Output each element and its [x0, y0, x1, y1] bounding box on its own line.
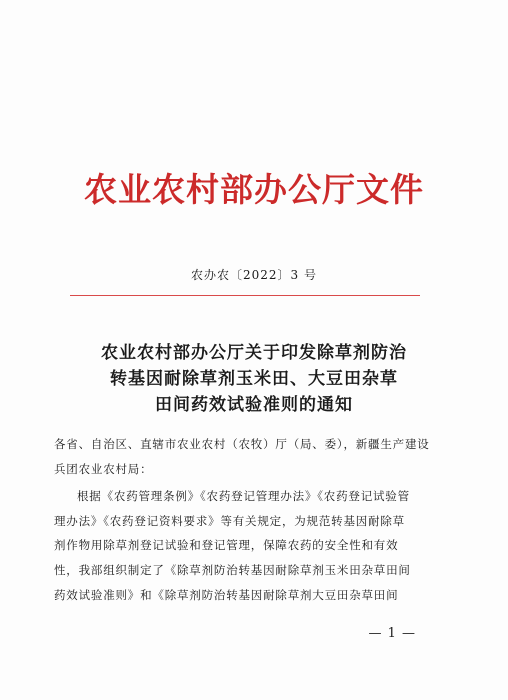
- notice-title-line: 田间药效试验准则的通知: [155, 395, 353, 415]
- paragraph-line: 根据《农药管理条例》《农药登记管理办法》《农药登记试验管: [77, 489, 410, 504]
- issuing-office-header: 农业农村部办公厅文件: [84, 170, 424, 209]
- page-number: — 1 —: [368, 626, 416, 641]
- addressee-line: 兵团农业农村局：: [54, 461, 153, 476]
- body-text: [54, 432, 454, 607]
- notice-title: [40, 340, 468, 418]
- notice-title-line: 农业农村部办公厅关于印发除草剂防治: [101, 343, 407, 363]
- addressee-line: 各省、自治区、直辖市农业农村（农牧）厅（局、委），新疆生产建设: [54, 437, 430, 451]
- paragraph-line: 药效试验准则》和《除草剂防治转基因耐除草剂大豆田杂草田间: [54, 587, 399, 602]
- document-number: 农办农〔2022〕3 号: [191, 268, 317, 282]
- paragraph-line: 理办法》《农药登记资料要求》等有关规定，为规范转基因耐除草: [54, 513, 405, 528]
- paragraph-line: 剂作物用除草剂登记试验和登记管理，保障农药的安全性和有效: [54, 538, 399, 553]
- notice-title-line: 转基因耐除草剂玉米田、大豆田杂草: [110, 369, 398, 389]
- red-separator-line: [70, 295, 420, 296]
- paragraph-line: 性，我部组织制定了《除草剂防治转基因耐除草剂玉米田杂草田间: [54, 562, 411, 577]
